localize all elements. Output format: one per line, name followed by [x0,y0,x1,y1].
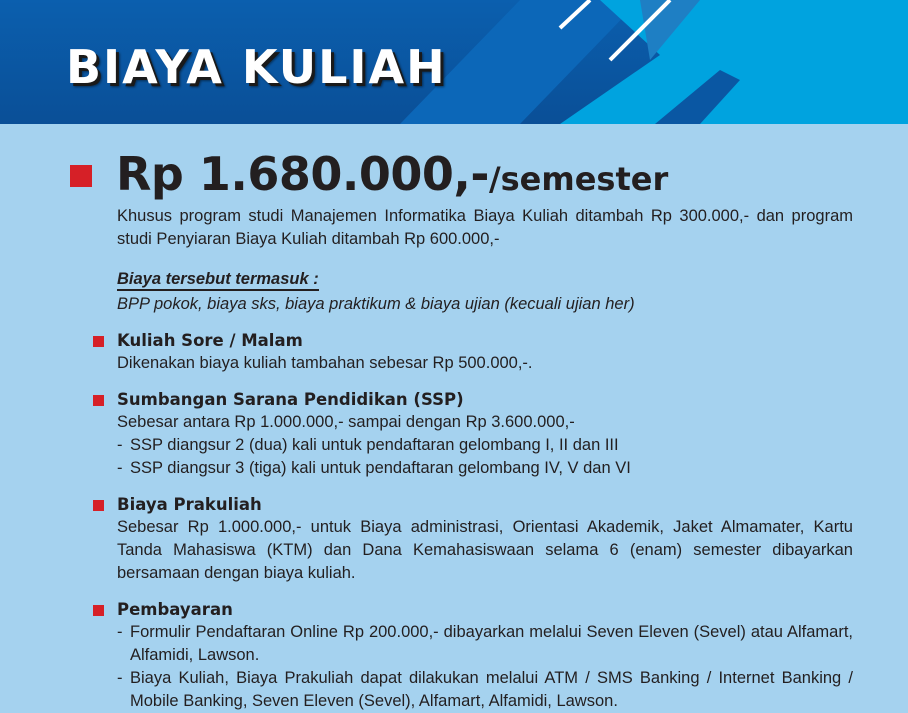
section-heading: Pembayaran [117,600,233,619]
red-square-bullet-icon [93,336,104,347]
included-title: Biaya tersebut termasuk : [117,269,319,291]
intro-text: Khusus program studi Manajemen Informatika Biaya Kuliah ditambah Rp 300.000,- dan program studi Penyiaran Biaya Kuliah ditambah Rp 600.000,- [117,207,853,248]
included-text: BPP pokok, biaya sks, biaya praktikum & biaya ujian (kecuali ujian her) [117,295,635,313]
list-item: - SSP diangsur 2 (dua) kali untuk pendaftaran gelombang I, II dan III [117,434,853,457]
red-square-bullet-icon [93,605,104,616]
list-item: - Formulir Pendaftaran Online Rp 200.000,- dibayarkan melalui Seven Eleven (Sevel) atau Alfamart, Alfamidi, Lawson. [117,621,853,667]
list-item: - Biaya Kuliah, Biaya Prakuliah dapat dilakukan melalui ATM / SMS Banking / Internet Banking / Mobile Banking, Seven Eleven (Sevel), Alfamart, Alfamidi, Lawson. [117,667,853,713]
red-square-bullet-icon [93,395,104,406]
section-heading: Sumbangan Sarana Pendidikan (SSP) [117,390,464,409]
red-square-bullet-icon [70,165,92,187]
section-prakuliah [117,493,853,585]
section-text: Sebesar antara Rp 1.000.000,- sampai dengan Rp 3.600.000,- [117,413,575,431]
payment-list [117,621,853,713]
price-text [116,147,668,201]
section-text: Sebesar Rp 1.000.000,- untuk Biaya administrasi, Orientasi Akademik, Jaket Almamater, Kartu Tanda Mahasiswa (KTM) dan Dana Kemahasiswaan selama 6 (enam) semester dibayarkan bersamaan dengan biaya kuliah. [117,518,853,582]
red-square-bullet-icon [93,500,104,511]
section-text: Dikenakan biaya kuliah tambahan sebesar Rp 500.000,-. [117,354,533,372]
page-title: BIAYA KULIAH [66,40,447,94]
list-item: - SSP diangsur 3 (tiga) kali untuk pendaftaran gelombang IV, V dan VI [117,457,853,480]
price-unit: /semester [488,160,669,198]
section-ssp [117,388,853,480]
section-pembayaran [117,598,853,713]
section-heading: Biaya Prakuliah [117,495,262,514]
price-amount: Rp 1.680.000,- [116,147,489,201]
ssp-list [117,434,853,480]
header-banner [0,0,908,124]
section-kuliah-sore [117,329,853,375]
section-heading: Kuliah Sore / Malam [117,331,303,350]
content [117,205,853,713]
